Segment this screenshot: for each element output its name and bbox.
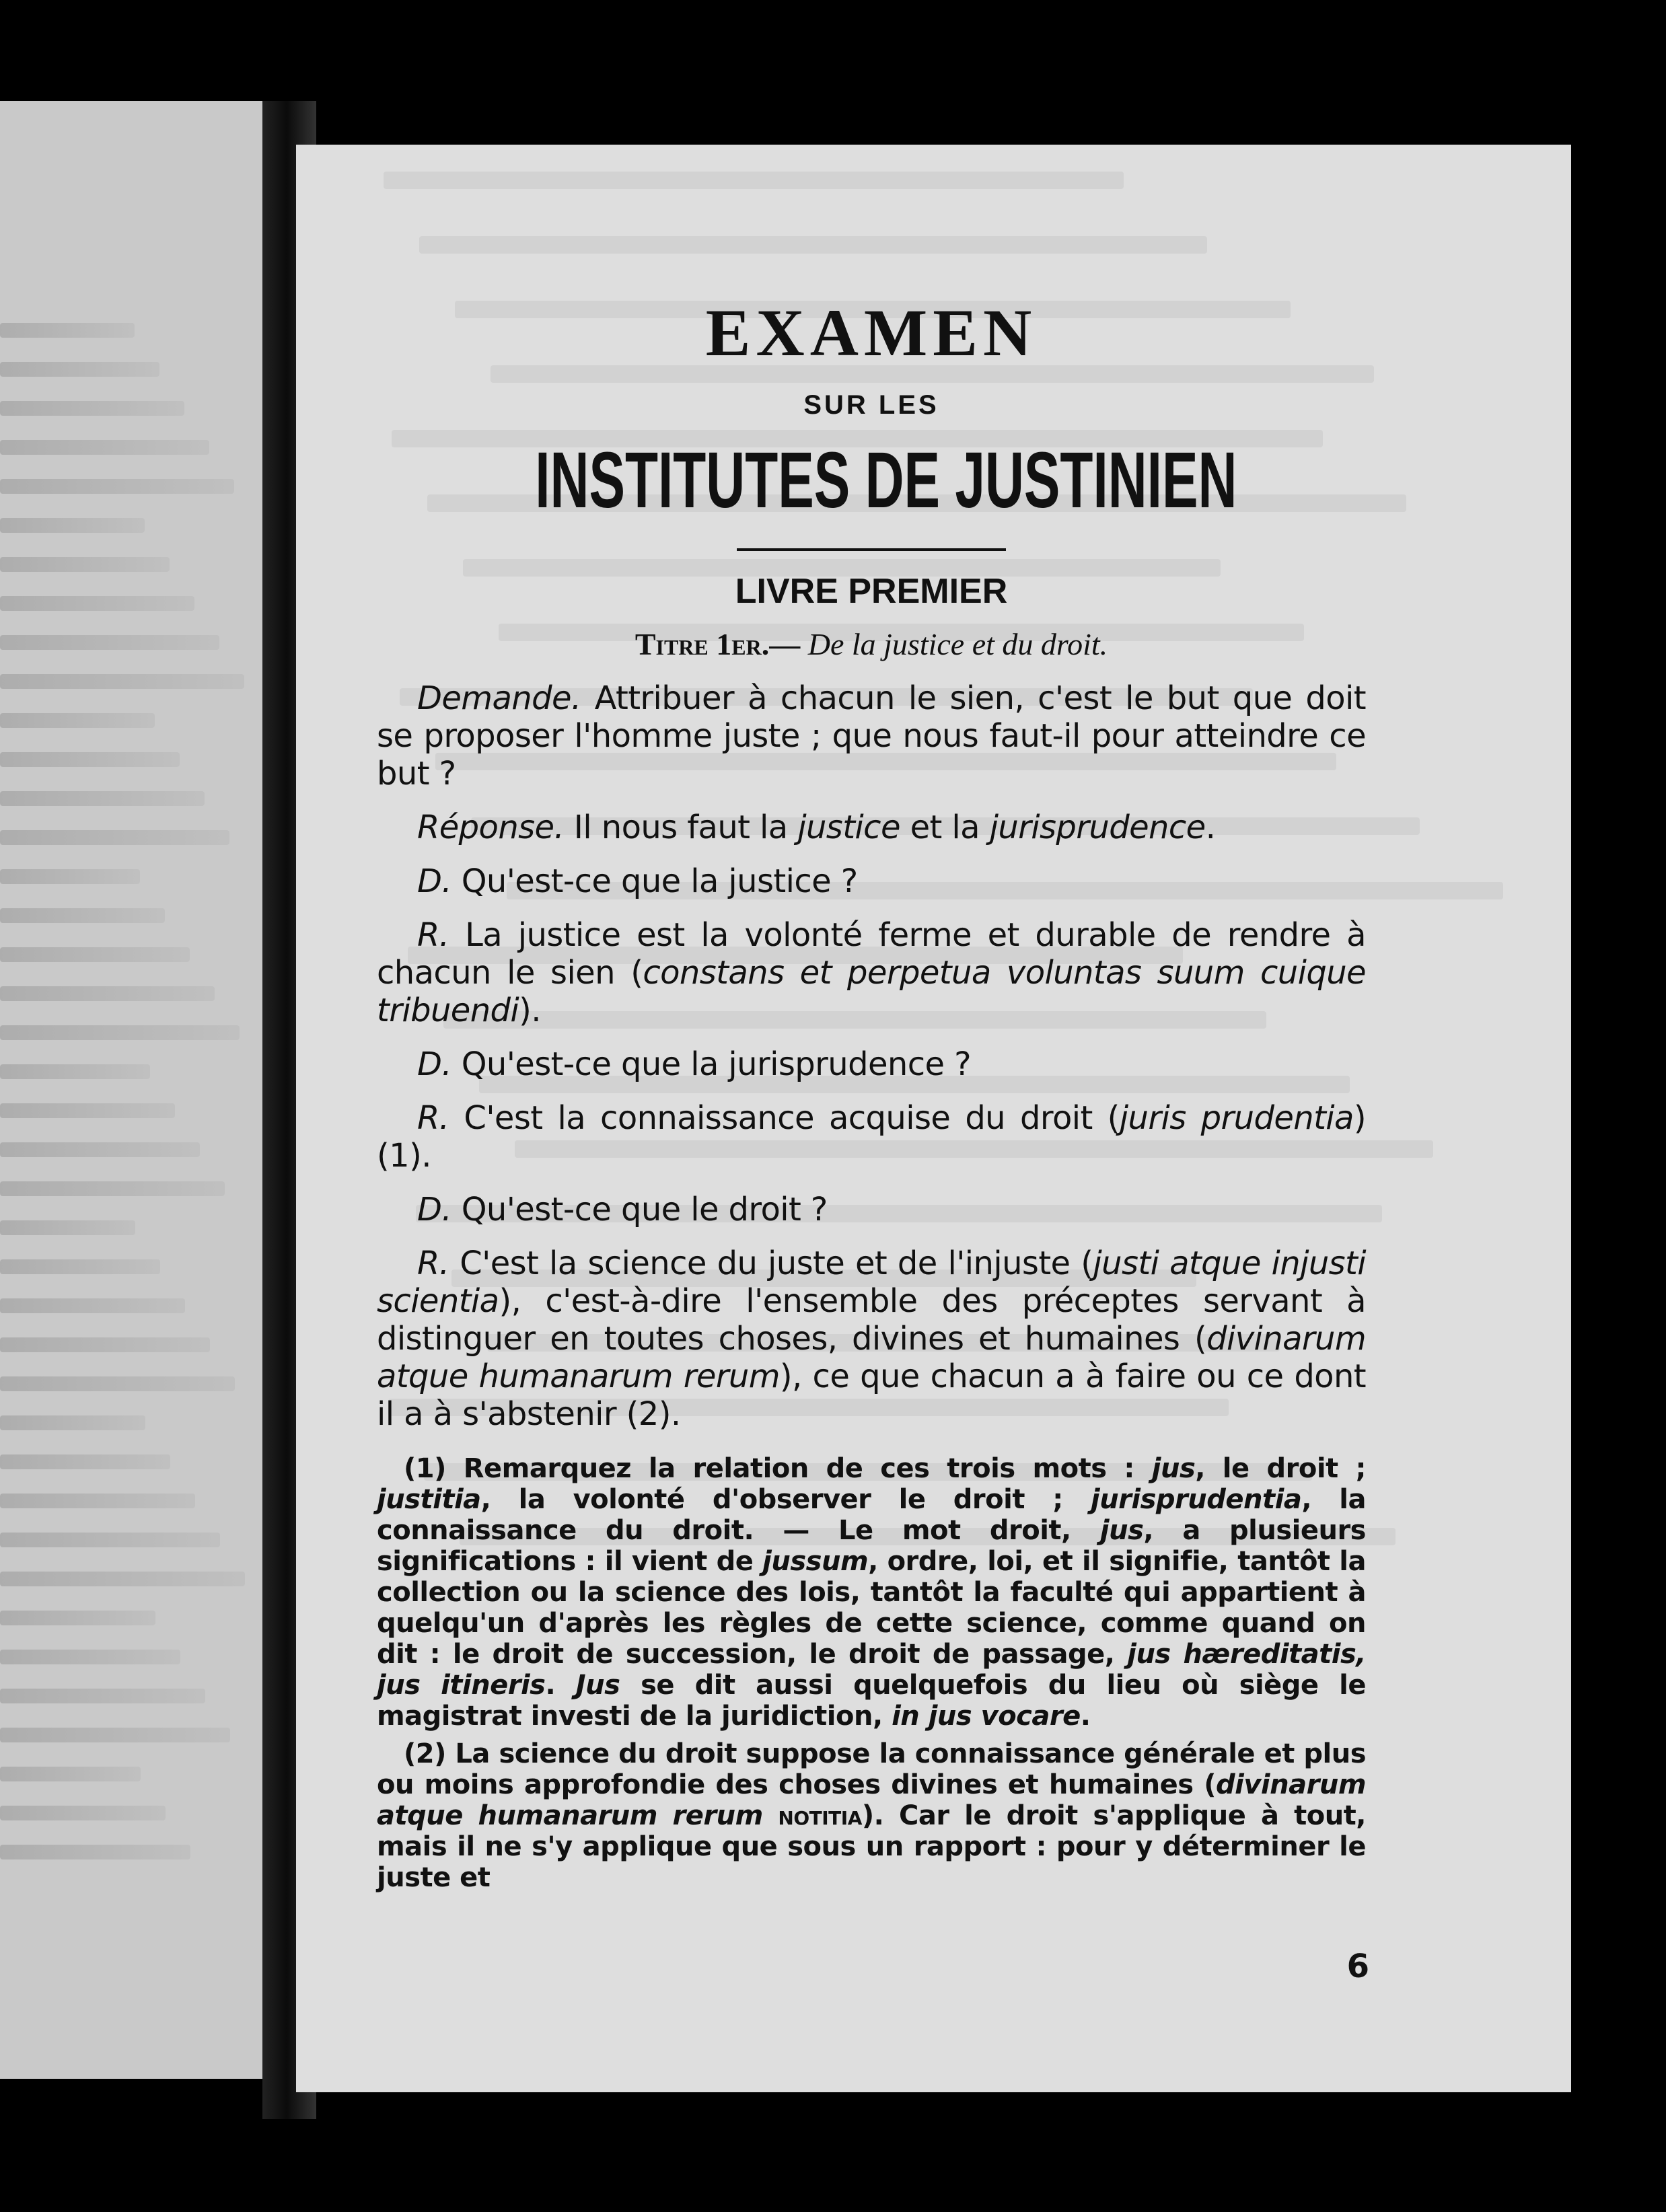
ghost-text-line <box>0 362 159 377</box>
qa-label: R. <box>417 916 449 954</box>
text-run: ). <box>519 992 541 1029</box>
text-run: (1) Remarquez la relation de ces trois mots : <box>404 1453 1152 1484</box>
ghost-text-line <box>0 830 229 845</box>
ghost-text-line <box>0 1259 160 1274</box>
text-run: et la <box>900 809 990 846</box>
text-run: , le droit ; <box>1195 1453 1367 1484</box>
book-heading: LIVRE PREMIER <box>735 572 1008 611</box>
text-run: justitia <box>377 1484 481 1515</box>
text-run: jus hæreditatis, jus itineris <box>377 1639 1366 1701</box>
text-run: constans et perpetua voluntas suum cuique tribuendi <box>377 954 1366 1029</box>
text-run: divinarum atque humanarum rerum <box>377 1769 1366 1831</box>
ghost-text-line <box>0 791 205 806</box>
text-run: ) (1). <box>377 1099 1366 1175</box>
ghost-text-line <box>0 1650 180 1664</box>
text-run: se dit aussi quelquefois du lieu où siège le magistrat investi de la juridiction, <box>377 1670 1366 1732</box>
text-run: in jus vocare <box>892 1701 1081 1732</box>
footnote <box>377 1453 1366 1732</box>
qa-label: D. <box>417 862 452 900</box>
ghost-text-line <box>0 1845 190 1859</box>
qa-paragraph <box>377 1191 1366 1228</box>
ghost-text-line <box>0 1142 200 1157</box>
text-run: , la volonté d'observer le droit ; <box>480 1484 1091 1515</box>
ghost-text-line <box>0 947 190 962</box>
qa-label: R. <box>417 1099 449 1137</box>
ghost-text-line <box>0 908 165 923</box>
text-run: , a plusieurs significations : il vient de <box>377 1515 1366 1577</box>
text-run: ). Car le droit s'applique à tout, mais il ne s'y applique que sous un rapport : pour y déterminer le juste et <box>377 1800 1366 1893</box>
ghost-text-line <box>0 1181 225 1196</box>
ghost-text-line <box>0 1103 175 1118</box>
title-rule <box>737 548 1006 551</box>
ghost-text-line <box>0 1220 135 1235</box>
ghost-text-line <box>0 1454 170 1469</box>
footnote <box>377 1738 1366 1893</box>
ghost-text-line <box>0 518 145 533</box>
ghost-text-line <box>0 635 219 650</box>
text-run: Attribuer à chacun le sien, c'est le but que doit se proposer l'homme juste ; que nous faut-il pour atteindre ce but ? <box>377 679 1366 792</box>
text-run: C'est la science du juste et de l'injuste ( <box>449 1245 1093 1282</box>
book-subtitle: SUR LES <box>803 390 939 420</box>
show-through-line <box>419 236 1207 254</box>
text-run: Qu'est-ce que la jurisprudence ? <box>451 1045 971 1083</box>
text-run: justi atque injusti scientia <box>377 1245 1367 1320</box>
footnotes <box>377 1453 1366 1893</box>
ghost-text-line <box>0 1376 235 1391</box>
text-run: . <box>545 1670 576 1701</box>
text-run: C'est la connaissance acquise du droit ( <box>449 1099 1120 1137</box>
text-run: Il nous faut la <box>564 809 798 846</box>
qa-label: Réponse. <box>417 809 565 846</box>
qa-paragraph <box>377 916 1366 1029</box>
work-title: INSTITUTES DE JUSTINIEN <box>535 436 1237 525</box>
qa-paragraph <box>377 862 1366 900</box>
text-run: ), c'est-à-dire l'ensemble des préceptes servant à distinguer en toutes choses, divines et humaines ( <box>377 1282 1366 1358</box>
text-run: jurisprudence <box>989 809 1206 846</box>
ghost-text-line <box>0 1611 155 1625</box>
qa-paragraph <box>377 1099 1366 1175</box>
text-run <box>763 1800 778 1831</box>
text-run: divinarum atque humanarum rerum <box>377 1320 1366 1395</box>
ghost-text-line <box>0 752 180 767</box>
ghost-text-line <box>0 1806 166 1820</box>
ghost-text-line <box>0 401 184 416</box>
ghost-text-line <box>0 1337 210 1352</box>
ghost-text-line <box>0 674 244 689</box>
text-run: La justice est la volonté ferme et durable de rendre à chacun le sien ( <box>377 916 1366 992</box>
ghost-text-line <box>0 323 135 338</box>
ghost-text-line <box>0 1728 230 1742</box>
text-run: notitia <box>778 1800 862 1831</box>
qa-label: R. <box>417 1245 449 1282</box>
text-run: , la connaissance du droit. — Le mot droit, <box>377 1484 1366 1546</box>
ghost-text-line <box>0 1298 185 1313</box>
ghost-text-line <box>0 1572 245 1586</box>
ghost-text-line <box>0 596 194 611</box>
ghost-text-line <box>0 1767 141 1781</box>
page-content <box>377 296 1366 1900</box>
ghost-text-line <box>0 1064 150 1079</box>
ghost-text-line <box>0 479 234 494</box>
ghost-text-line <box>0 557 170 572</box>
ghost-text-line <box>0 869 140 884</box>
text-run: , ordre, loi, et il signifie, tantôt la collection ou la science des lois, tantôt la faculté qui appartient à quelqu'un d'après les règles de cette science, comme quand on dit : le droit de succession, le droit de passage, <box>377 1546 1366 1670</box>
ghost-text-line <box>0 1689 205 1703</box>
qa-paragraph <box>377 1045 1366 1083</box>
qa-paragraph <box>377 679 1366 792</box>
section-heading <box>377 626 1366 662</box>
text-run: jurisprudentia <box>1090 1484 1302 1515</box>
section-label: Titre 1er.— <box>635 627 801 661</box>
ghost-text-line <box>0 1533 220 1547</box>
section-title: De la justice et du droit. <box>807 627 1108 661</box>
qa-label: D. <box>417 1191 452 1228</box>
text-run: Jus <box>575 1670 620 1701</box>
ghost-text-line <box>0 986 215 1001</box>
text-run: jus <box>1151 1453 1196 1484</box>
document-page <box>296 145 1571 2092</box>
previous-page <box>0 101 276 2079</box>
show-through-line <box>384 172 1124 189</box>
ghost-text-line <box>0 1415 145 1430</box>
text-run: Qu'est-ce que la justice ? <box>451 862 858 900</box>
text-run: Qu'est-ce que le droit ? <box>451 1191 828 1228</box>
book-title: EXAMEN <box>705 295 1038 370</box>
qa-label: D. <box>417 1045 452 1083</box>
qa-paragraph <box>377 1245 1366 1433</box>
page-number: 6 <box>1346 1948 1369 1985</box>
text-run: justice <box>797 809 900 846</box>
text-run: jussum <box>762 1546 869 1577</box>
text-run: jus <box>1099 1515 1144 1546</box>
text-run: . <box>1080 1701 1091 1732</box>
qa-list <box>377 679 1366 1433</box>
text-run: . <box>1205 809 1216 846</box>
text-run: ), ce que chacun a à faire ou ce dont il a à s'abstenir (2). <box>377 1358 1366 1433</box>
ghost-text-line <box>0 440 209 455</box>
text-run: (2) La science du droit suppose la connaissance générale et plus ou moins approfondie des choses divines et humaines ( <box>377 1738 1366 1800</box>
text-run: juris prudentia <box>1119 1099 1354 1137</box>
ghost-text-line <box>0 713 155 728</box>
qa-label: Demande. <box>417 679 581 717</box>
ghost-text-line <box>0 1025 240 1040</box>
qa-paragraph <box>377 809 1366 846</box>
ghost-text-line <box>0 1494 195 1508</box>
